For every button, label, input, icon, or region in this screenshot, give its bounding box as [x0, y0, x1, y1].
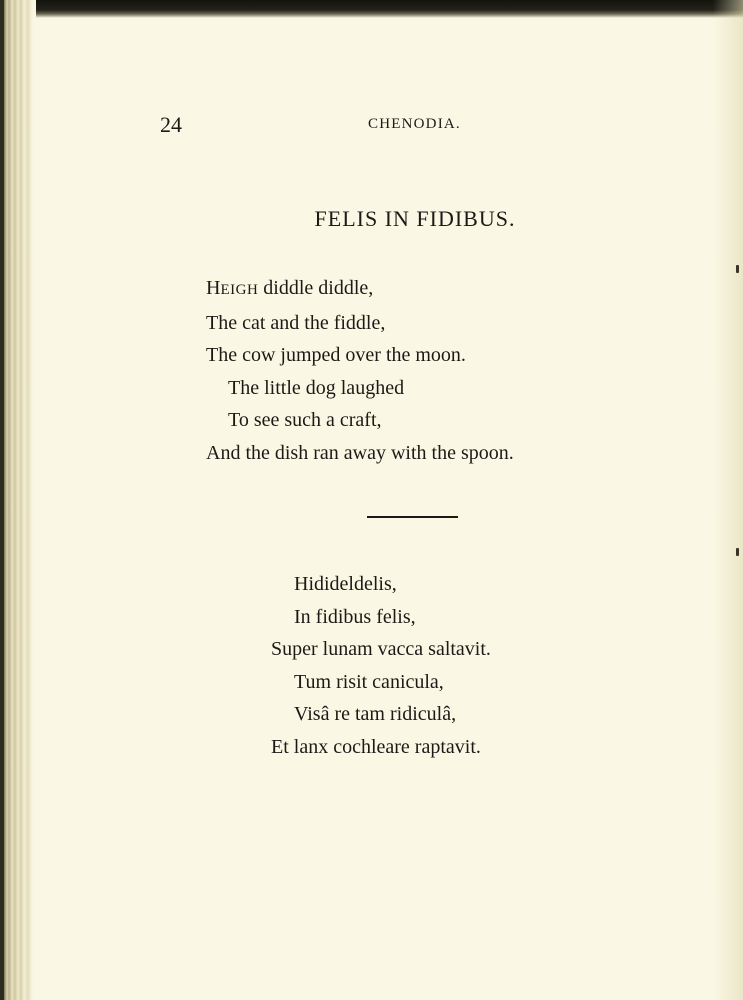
latin-line-6: Et lanx cochleare raptavit. [271, 735, 481, 758]
latin-line-3: Super lunam vacca saltavit. [271, 638, 491, 661]
english-line-6: And the dish ran away with the spoon. [206, 441, 514, 464]
english-line-1-rest: diddle diddle, [258, 277, 374, 299]
latin-stanza [271, 568, 491, 764]
latin-line-2: In fidibus felis, [294, 605, 416, 628]
english-line-2: The cat and the fiddle, [206, 311, 386, 334]
paper-speck [736, 548, 739, 556]
english-line-3: The cow jumped over the moon. [206, 344, 466, 367]
page-number: 24 [160, 112, 182, 137]
running-head: CHENODIA. [368, 116, 461, 132]
page-right-shading [713, 0, 743, 1000]
page-stack-edges [0, 0, 36, 1000]
poem-title: FELIS IN FIDIBUS. [314, 206, 516, 231]
page-top-shadow [0, 0, 743, 18]
latin-line-1: Hidideldelis, [294, 573, 397, 595]
english-line-1 [206, 272, 514, 307]
english-stanza [206, 272, 514, 470]
latin-line-5: Visâ re tam ridiculâ, [294, 703, 457, 726]
small-caps-rest: EIGH [220, 282, 259, 298]
latin-line-4: Tum risit canicula, [294, 670, 444, 693]
english-line-4: The little dog laughed [228, 376, 405, 399]
small-caps-initial: H [206, 277, 221, 299]
section-divider-rule [367, 516, 458, 518]
english-line-5: To see such a craft, [228, 409, 382, 432]
paper-speck [736, 265, 739, 273]
